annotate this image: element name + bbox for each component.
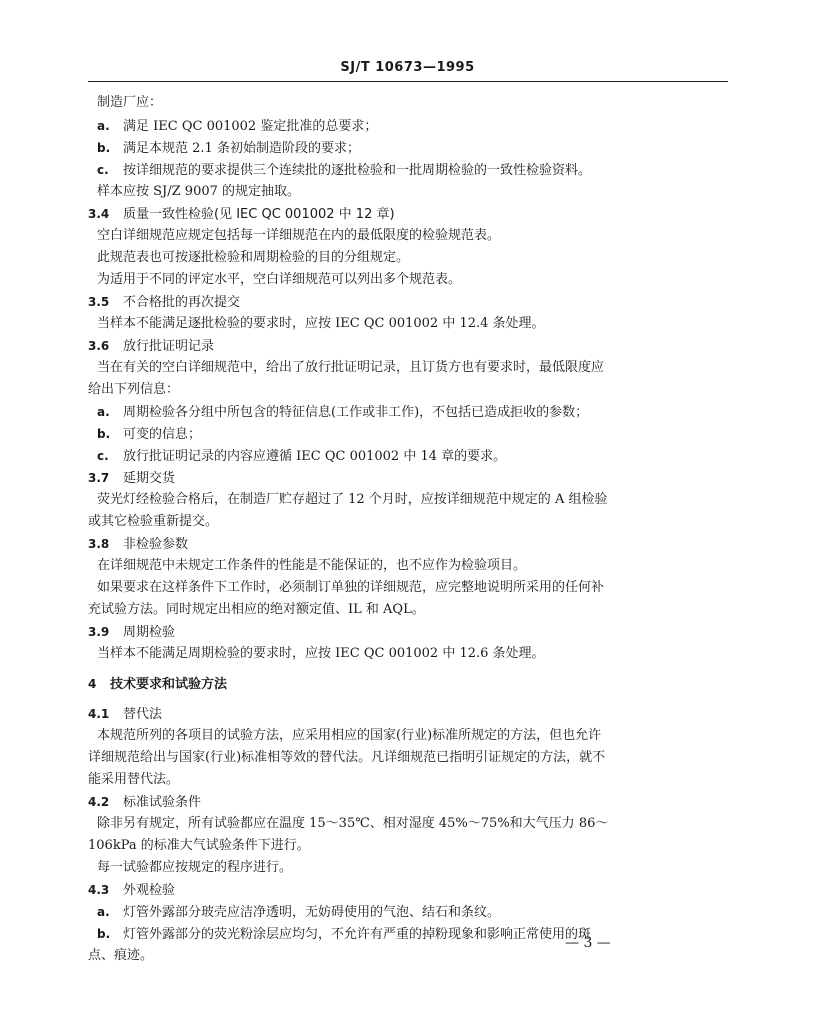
list-item-c: c. 按详细规范的要求提供三个连续批的逐批检验和一批周期检验的一致性检验资料。 <box>97 160 591 181</box>
list-label: a. <box>97 119 110 133</box>
section-number: 3.6 <box>88 339 110 353</box>
body-text-line: 给出下列信息： <box>88 382 180 397</box>
section-number: 3.9 <box>88 625 110 639</box>
list-label: b. <box>97 141 111 155</box>
body-text-line: 能采用替代法。 <box>88 772 180 787</box>
list-item-c: c. 放行批证明记录的内容应遵循 IEC QC 001002 中 14 章的要求。 <box>97 446 506 467</box>
body-text-line: 空白详细规范应规定包括每一详细规范在内的最低限度的检验规范表。 <box>97 228 501 243</box>
section-number: 4.3 <box>88 883 110 897</box>
section-number: 3.4 <box>88 207 110 221</box>
body-text-line: 如果要求在这样条件下工作时，必须制订单独的详细规范，应完整地说明所采用的任何补 <box>97 580 605 595</box>
section-heading-4-3: 4.3 外观检验 <box>88 880 175 901</box>
section-heading-3-8: 3.8 非检验参数 <box>88 534 188 555</box>
section-heading-4-1: 4.1 替代法 <box>88 704 162 725</box>
body-text-line: 样本应按 SJ/Z 9007 的规定抽取。 <box>97 184 301 199</box>
body-text-line: 点、痕迹。 <box>88 948 154 963</box>
body-text-line: 除非另有规定，所有试验都应在温度 15～35℃、相对湿度 45%～75%和大气压力 86～ <box>97 816 609 831</box>
section-heading-3-5: 3.5 不合格批的再次提交 <box>88 292 240 313</box>
body-text-line: 详细规范给出与国家(行业)标准相等效的替代法。凡详细规范已指明引证规定的方法，就不 <box>88 750 606 765</box>
section-number: 4 <box>88 677 97 691</box>
section-number: 3.7 <box>88 471 110 485</box>
list-label: b. <box>97 927 111 941</box>
section-heading-4-2: 4.2 标准试验条件 <box>88 792 201 813</box>
standard-code-header: SJ/T 10673—1995 <box>340 60 475 75</box>
header-rule <box>88 81 728 82</box>
list-item-a: a. 灯管外露部分玻壳应洁净透明，无妨碍使用的气泡、结石和条纹。 <box>97 902 500 923</box>
list-label: a. <box>97 905 110 919</box>
section-number: 3.8 <box>88 537 110 551</box>
body-text-line: 每一试验都应按规定的程序进行。 <box>97 860 293 875</box>
list-item-b: b. 可变的信息； <box>97 424 201 445</box>
section-number: 4.2 <box>88 795 110 809</box>
body-text-line: 106kPa 的标准大气试验条件下进行。 <box>88 838 310 853</box>
body-text-line: 充试验方法。同时规定出相应的绝对额定值、IL 和 AQL。 <box>88 602 425 617</box>
body-text-line: 或其它检验重新提交。 <box>88 514 219 529</box>
body-text-line: 制造厂应： <box>97 95 163 110</box>
section-number: 4.1 <box>88 707 110 721</box>
chapter-heading-4: 4 技术要求和试验方法 <box>88 674 227 695</box>
section-number: 3.5 <box>88 295 110 309</box>
list-item-b: b. 灯管外露部分的荧光粉涂层应均匀，不允许有严重的掉粉现象和影响正常使用的斑 <box>97 924 591 945</box>
section-heading-3-7: 3.7 延期交货 <box>88 468 175 489</box>
body-text-line: 在详细规范中未规定工作条件的性能是不能保证的，也不应作为检验项目。 <box>97 558 527 573</box>
list-label: b. <box>97 427 111 441</box>
list-item-b: b. 满足本规范 2.1 条初始制造阶段的要求； <box>97 138 360 159</box>
list-item-a: a. 周期检验各分组中所包含的特征信息(工作或非工作)，不包括已造成拒收的参数； <box>97 402 588 423</box>
body-text-line: 当在有关的空白详细规范中，给出了放行批证明记录，且订货方也有要求时，最低限度应 <box>97 360 605 375</box>
list-label: c. <box>97 163 109 177</box>
list-label: a. <box>97 405 110 419</box>
section-heading-3-9: 3.9 周期检验 <box>88 622 175 643</box>
body-text-line: 本规范所列的各项目的试验方法，应采用相应的国家(行业)标准所规定的方法，但也允许 <box>97 728 602 743</box>
body-text-line: 此规范表也可按逐批检验和周期检验的目的分组规定。 <box>97 250 410 265</box>
body-text-line: 当样本不能满足逐批检验的要求时，应按 IEC QC 001002 中 12.4 条处理。 <box>97 316 545 331</box>
section-heading-3-6: 3.6 放行批证明记录 <box>88 336 214 357</box>
body-text-line: 为适用于不同的评定水平，空白详细规范可以列出多个规范表。 <box>97 272 462 287</box>
section-heading-3-4: 3.4 质量一致性检验(见 IEC QC 001002 中 12 章) <box>88 204 395 225</box>
page-number: — 3 — <box>565 935 611 951</box>
list-label: c. <box>97 449 109 463</box>
list-item-a: a. 满足 IEC QC 001002 鉴定批准的总要求； <box>97 116 377 137</box>
body-text-line: 荧光灯经检验合格后，在制造厂贮存超过了 12 个月时，应按详细规范中规定的 A 组检验 <box>97 492 608 507</box>
body-text-line: 当样本不能满足周期检验的要求时，应按 IEC QC 001002 中 12.6 条处理。 <box>97 646 545 661</box>
